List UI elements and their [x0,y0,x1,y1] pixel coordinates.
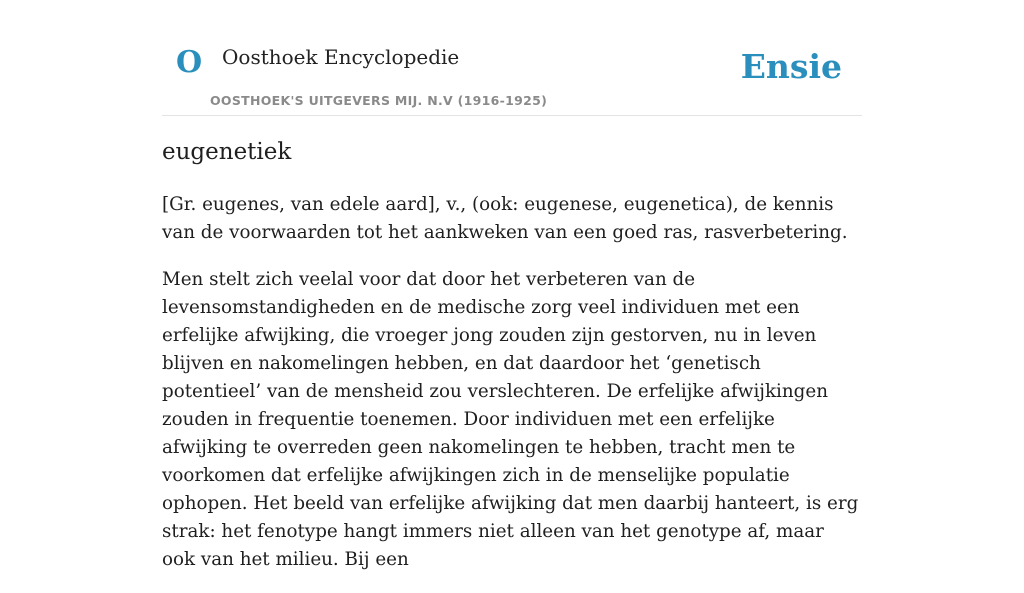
entry-paragraph: Men stelt zich veelal voor dat door het verbeteren van de levensomstandigheden en de medische zorg veel individuen met een erfelijke afwijking, die vroeger jong zouden zijn gestorven, nu in leven blijven en nakomelingen hebben, en dat daardoor het ‘genetisch potentieel’ van de mensheid zou verslechteren. De erfelijke afwijkingen zouden in frequentie toenemen. Door individuen met een erfelijke afwijking te overreden geen nakomelingen te hebben, tracht men te voorkomen dat erfelijke afwijkingen zich in de menselijke populatie ophopen. Het beeld van erfelijke afwijking dat men daarbij hanteert, is erg strak: het fenotype hangt immers niet alleen van het genotype af, maar ook van het milieu. Bij een [162,269,859,570]
publisher-line: OOSTHOEK'S UITGEVERS MIJ. N.V (1916-1925) [210,93,548,108]
entry-paragraph: [Gr. eugenes, van edele aard], v., (ook: eugenese, eugenetica), de kennis van de voorwaarden tot het aankweken van een goed ras, rasverbetering. [162,194,848,243]
page [162,0,862,570]
entry-body [162,191,862,593]
site-header [162,0,862,116]
entry-title: eugenetiek [162,139,292,165]
publication-logo-icon[interactable]: O [176,45,203,80]
ensie-logo[interactable]: Ensie [740,47,842,86]
publication-title[interactable]: Oosthoek Encyclopedie [222,45,460,69]
